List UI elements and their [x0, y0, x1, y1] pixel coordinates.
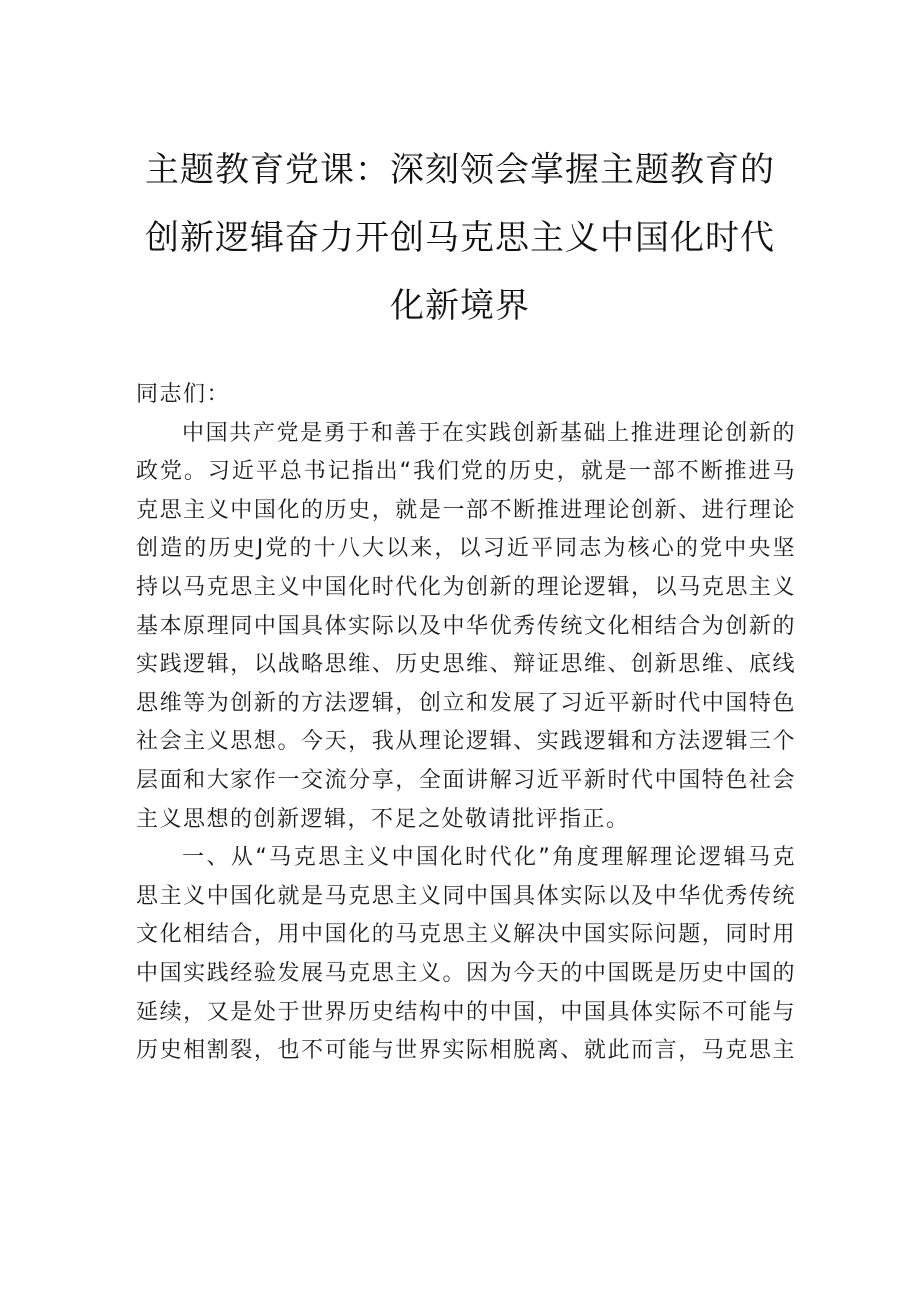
paragraph-line: 历史相割裂，也不可能与世界实际相脱离、就此而言，马克思主: [136, 1038, 796, 1064]
title-line: 化新境界: [390, 286, 530, 326]
paragraph-line: 层面和大家作一交流分享，全面讲解习近平新时代中国特色社会: [136, 767, 796, 793]
paragraph-line: 基本原理同中国具体实际以及中华优秀传统文化相结合为创新的: [136, 613, 796, 639]
paragraph-line: 克思主义中国化的历史，就是一部不断推进理论创新、进行理论: [136, 497, 796, 523]
paragraph-line: 政党。习近平总书记指出“我们党的历史，就是一部不断推进马: [136, 459, 796, 485]
paragraph-line: 延续，又是处于世界历史结构中的中国，中国具体实际不可能与: [136, 999, 796, 1025]
title-line: 创新逻辑奋力开创马克思主义中国化时代: [145, 218, 775, 258]
paragraph-line: 实践逻辑，以战略思维、历史思维、辩证思维、创新思维、底线: [136, 652, 796, 678]
paragraph-line: 思维等为创新的方法逻辑，创立和发展了习近平新时代中国特色: [136, 690, 796, 716]
title-line: 主题教育党课：深刻领会掌握主题教育的: [145, 150, 775, 190]
document-body: [136, 376, 796, 1071]
document-title: [120, 136, 800, 340]
paragraph-intro: [136, 415, 796, 840]
salutation: 同志们：: [136, 382, 231, 407]
paragraph-line: 中国实践经验发展马克思主义。因为今天的中国既是历史中国的: [136, 960, 796, 986]
paragraph-section-one: [136, 839, 796, 1071]
paragraph-line: 主义思想的创新逻辑，不足之处敬请批评指正。: [136, 806, 630, 832]
paragraph-line: 文化相结合，用中国化的马克思主义解决中国实际问题，同时用: [136, 922, 796, 948]
paragraph-line: 持以马克思主义中国化时代化为创新的理论逻辑，以马克思主义: [136, 574, 796, 600]
paragraph-line: 思主义中国化就是马克思主义同中国具体实际以及中华优秀传统: [136, 883, 796, 909]
paragraph-line: 创造的历史J党的十八大以来，以习近平同志为核心的党中央坚: [136, 536, 796, 562]
paragraph-line: 社会主义思想。今天，我从理论逻辑、实践逻辑和方法逻辑三个: [136, 729, 796, 755]
paragraph-line: 一、从“马克思主义中国化时代化”角度理解理论逻辑马克: [182, 845, 796, 871]
paragraph-line: 中国共产党是勇于和善于在实践创新基础上推进理论创新的: [182, 420, 796, 446]
